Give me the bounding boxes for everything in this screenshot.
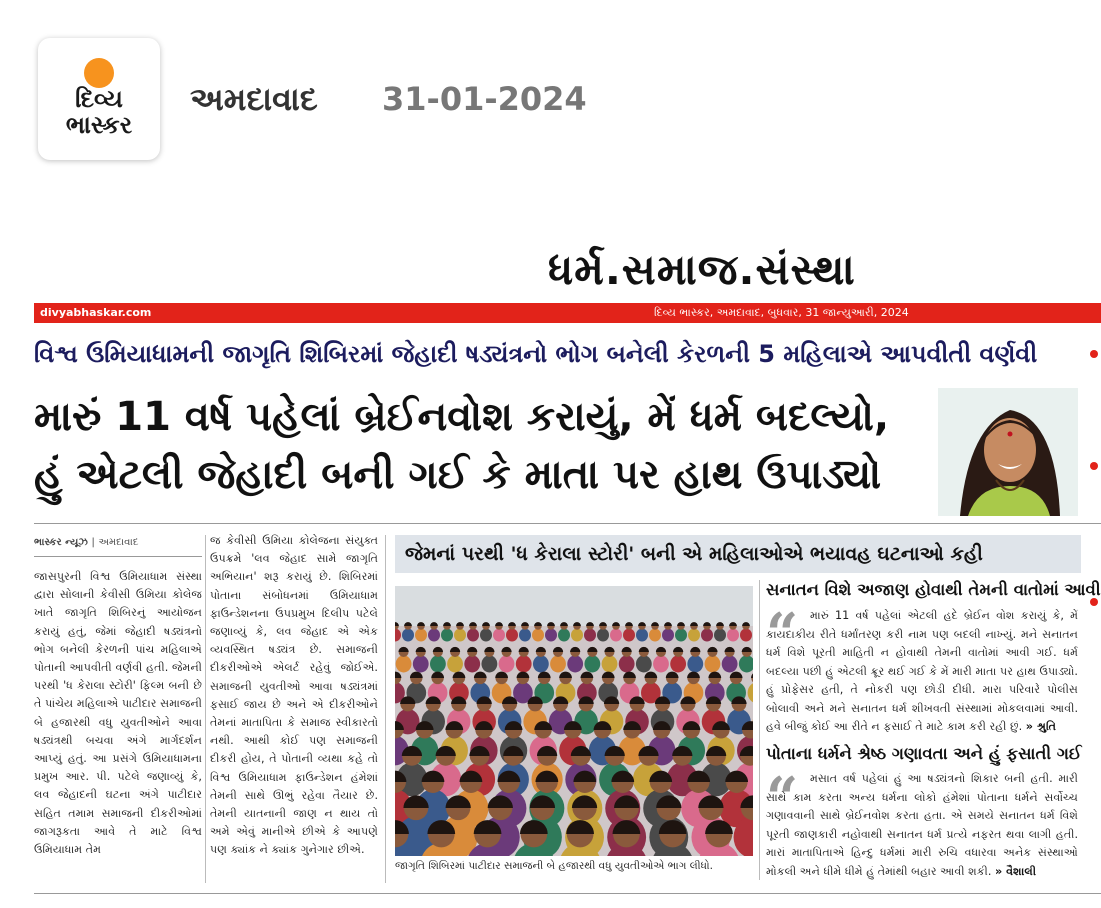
portrait-photo — [938, 388, 1078, 516]
crowd-photo — [395, 586, 753, 856]
headline-line1: મારું 11 વર્ષ પહેલાં બ્રેઈનવોશ કરાયું, મેં ધર્મ બદલ્યો, — [34, 394, 890, 440]
sun-icon — [84, 58, 114, 88]
body-text: જાસપુરની વિશ્વ ઉમિયાધામ સંસ્થા દ્વારા સોલાની કેવીસી ઉમિયા કોલેજ ખાતે જાગૃતિ શિબિરનું આયોજન કરાયું હતું, જેમાં જેહાદી ષડ્યંત્રનો ભોગ બનેલી કેરળની પાંચ મહિલાએ પોતાની આપવીતી વર્ણવી હતી. જેમની પરથી 'ધ કેરાલા સ્ટોરી' ફિલ્મ બની છે તે પાંચેય મહિલાએ પાટીદાર સમાજની બે હજારથી વધુ યુવતીઓને આવા ષડ્યંત્રથી બચવા અંગે માર્ગદર્શન આપ્યું હતું. આ પ્રસંગે ઉમિયાધામના પ્રમુખ આર. પી. પટેલે જણાવ્યું કે, લવ જેહાદની ઘટના અંગે પાટીદાર સહિત તમામ સમાજની દીકરીઓમાં જાગરૂકતા આવે તે માટે વિશ્વ ઉમિયાધામ તેમ — [34, 570, 202, 857]
headline-divider — [34, 523, 1101, 524]
body-column-1 — [34, 568, 202, 859]
quote1-text: મારું 11 વર્ષ પહેલાં એટલી હદે બ્રેઈન વોશ કરાયું કે, મેં કાયદાકીય રીતે ધર્માંતરણ કરી નામ પણ બદલી નાખ્યું. મને સનાતન ધર્મ વિશે પૂરતી માહિતી ન હોવાથી તેમની વાતોમાં આવી ગઈ. ધર્મ બદલ્યા પછી હું એટલી ક્રૂર થઈ ગઈ કે મેં મારી માતા પર હાથ ઉપાડ્યો. હું પ્રોફેસર હતી, તે નોકરી પણ છોડી દીધી. મારા પરિવારે પોલીસ બોલાવી અને મને સનાતન ધર્મ શીખવતી સંસ્થામાં મોકલવામાં આવી. હવે બીજું કોઈ આ રીતે ન ફસાઈ તે માટે કામ કરી રહી છું. — [766, 609, 1078, 733]
column-rule — [759, 580, 760, 880]
edge-bullet — [1090, 350, 1098, 358]
newspaper-logo — [38, 38, 160, 160]
byline-source: ભાસ્કર ન્યૂઝ — [34, 537, 88, 548]
body-column-2 — [210, 532, 378, 860]
quote1-signature: » શ્રુતિ — [1025, 720, 1056, 733]
quote2-text: મસાત વર્ષ પહેલાં હું આ ષડ્યંત્રનો શિકાર બની હતી. મારી સાથે કામ કરતા અન્ય ધર્મના લોકો હંમેશાં પોતાના ધર્મને સર્વોચ્ચ ગણાવવાની સાથે બ્રેઈનવોશ કરતા હતા. એ સમયે સનાતન ધર્મ વિશે પૂરતી જાણકારી નહોવાથી સનાતન ધર્મ પ્રત્યે નફરત થવા લાગી હતી. મારાં માતાપિતાએ હિન્દુ ધર્મમાં મારી રુચિ વધારવા અનેક સંસ્થાઓ મોકલી અને ધીમે ધીમે હું તેમાંથી બહાર આવી શકી. — [766, 772, 1078, 878]
edition-date: 31-01-2024 — [382, 80, 587, 118]
column-rule — [205, 535, 206, 883]
masthead-text: દિવ્ય ભાસ્કર, અમદાવાદ, બુધવાર, 31 જાન્યુઆરી, 2024 — [654, 306, 909, 319]
quote-mark-icon: “ — [766, 601, 799, 667]
column-rule — [385, 535, 386, 883]
body-text: જ કેવીસી ઉમિયા કોલેજના સંયુક્ત ઉપક્રમે 'લવ જેહાદ સામે જાગૃતિ અભિયાન' શરૂ કરાયું છે. શિબિરમાં પોતાના સંબોધનમાં ઉમિયાધામ ફાઉન્ડેશનના ઉપપ્રમુખ દિલીપ પટેલે જણાવ્યું કે, લવ જેહાદ એ એક વ્યવસ્થિત ષડ્યંત્ર છે. સમાજની દીકરીઓએ એલર્ટ રહેવું જોઈએ. સમાજની યુવતીઓ આવા ષડ્યંત્રમાં ફસાઈ જાય છે અને એ દીકરીઓને તેમનાં માતાપિતા કે સમાજ સ્વીકારતો નથી. આથી કોઈ પણ સમાજની દીકરી હોય, તે પોતાની વ્યથા કહે તો વિશ્વ ઉમિયાધામ ફાઉન્ડેશન હંમેશાં તેમની સાથે ઊભું રહેવા તૈયાર છે. તેમની યાતનાની જાણ ન થાય તો અમે એવું માનીએ છીએ કે આપણે પણ ક્યાંક ને ક્યાંક ગુનેગાર છીએ. — [210, 534, 378, 857]
quote2-body — [766, 765, 1078, 881]
article-kicker: વિશ્વ ઉમિયાધામની જાગૃતિ શિબિરમાં જેહાદી ષડ્યંત્રનો ભોગ બનેલી કેરળની 5 મહિલાએ આપવીતી વર્ણવી — [34, 340, 1038, 368]
quote2-signature: » વૈશાલી — [994, 864, 1037, 878]
logo-line2: ભાસ્કર — [65, 111, 133, 139]
portrait-illustration — [938, 388, 1078, 516]
quote1-body — [766, 601, 1078, 737]
article-headline — [34, 388, 934, 504]
masthead-bar — [34, 303, 1101, 323]
section-title: ધર્મ.સમાજ.સંસ્થા — [548, 245, 856, 294]
photo-caption: જાગૃતિ શિબિરમાં પાટીદાર સમાજની બે હજારથી વધુ યુવતીઓએ ભાગ લીધો. — [395, 860, 713, 872]
edition-name: અમદાવાદ — [190, 80, 318, 118]
crowd-illustration — [395, 586, 753, 856]
logo-line1: દિવ્ય — [75, 85, 123, 113]
byline-city: અમદાવાદ — [98, 537, 139, 548]
quote2-heading: પોતાના ધર્મને શ્રેષ્ઠ ગણાવતા અને હું ફસાતી ગઈ — [766, 744, 1082, 763]
quote1-heading: સનાતન વિશે અજાણ હોવાથી તેમની વાતોમાં આવી — [766, 580, 1101, 599]
bottom-rule — [34, 893, 1101, 894]
site-url: divyabhaskar.com — [40, 306, 152, 319]
byline: ભાસ્કર ન્યૂઝ | અમદાવાદ — [34, 537, 139, 548]
byline-rule — [34, 556, 202, 557]
quote-mark-icon: “ — [766, 765, 799, 831]
headline-line2: હું એટલી જેહાદી બની ગઈ કે માતા પર હાથ ઉપાડ્યો — [34, 452, 882, 498]
edge-bullet — [1090, 462, 1098, 470]
sub-headline-band: જેમનાં પરથી 'ધ કેરાલા સ્ટોરી' બની એ મહિલાઓએ ભયાવહ ઘટનાઓ કહી — [395, 535, 1081, 573]
